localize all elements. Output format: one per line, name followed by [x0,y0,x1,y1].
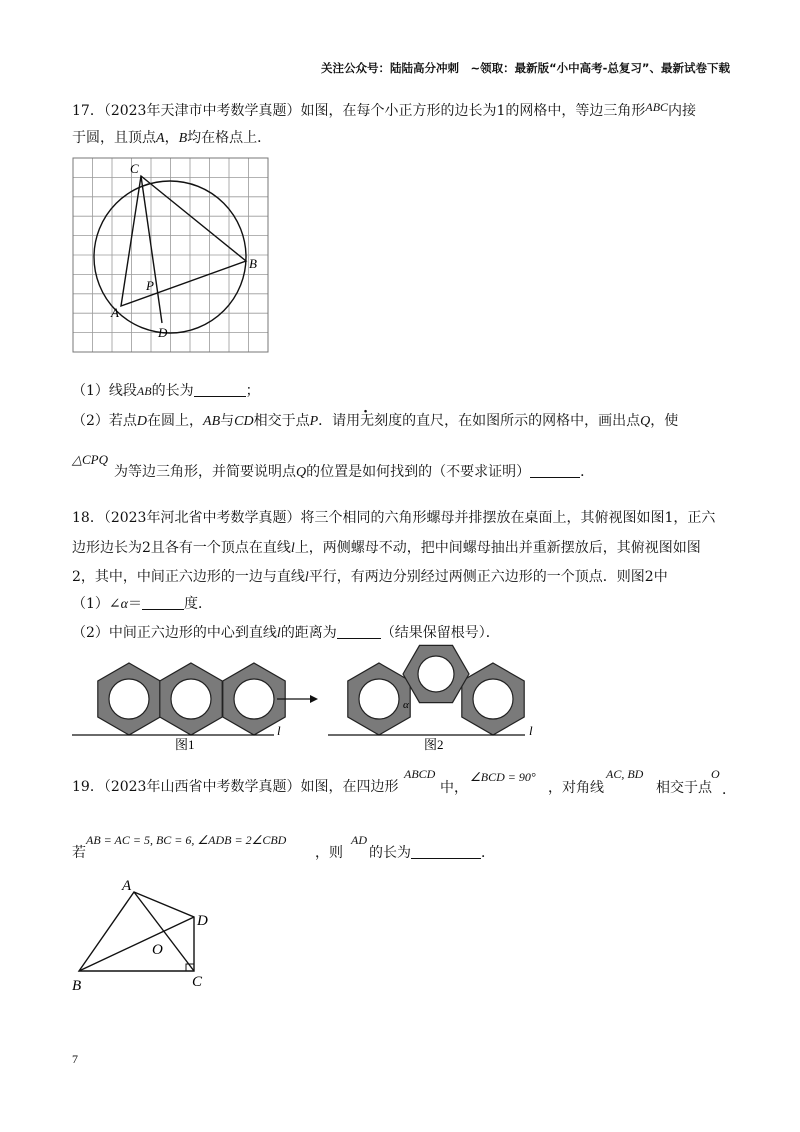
q18-text-3b: 平行，有两边分别经过两侧正六边形的一个顶点．则图2中 [308,569,668,585]
q19-text-3: ，对角线 [548,780,604,796]
q19-l2-d: ． [481,845,495,861]
page-header: 关注公众号：陆陆高分冲刺 ~领取：最新版“小中高考-总复习”、最新试卷下载 [320,61,730,75]
q18-p2-b: 的距离为 [280,625,337,641]
q17-text-2a: 于圆，且顶点 [72,130,156,146]
q17-number: 17． [72,103,104,119]
q18-alpha-label: α [403,699,409,711]
q17-line-1 [72,97,696,121]
q19-text-5: ． [722,782,736,798]
q17-label-c: C [130,161,139,176]
q18-fig1-caption: 图1 [175,737,195,752]
q19-line-2 [72,842,86,862]
q18-text-2a: 边形边长为2且各有一个顶点在直线 [72,540,291,556]
q18-answer-blank-1[interactable] [142,595,184,610]
q19-condition: AB = AC = 5, BC = 6, ∠ADB = 2∠CBD [86,833,287,847]
q19-ad: AD [351,833,367,847]
q17-p2-cd: CD [234,414,254,429]
q17-p2-b: 在圆上， [147,413,204,429]
q18-figures [60,640,540,755]
q19-abcd: ABCD [404,767,436,781]
q17-p2-a: （2）若点 [72,413,137,429]
q17-line-2 [72,128,271,149]
q18-answer-blank-2[interactable] [337,624,381,639]
q17-cpq: △CPQ [72,452,108,467]
q17-answer-blank-1[interactable] [194,382,246,397]
q18-line-3 [72,567,668,588]
q19-line-2-end [369,842,495,862]
q18-part-1 [72,594,212,615]
q19-l2-b: ，则 [315,845,343,861]
q17-text-2b: ， [164,130,179,146]
q18-text-1: 将三个相同的六角形螺母并排摆放在桌面上，其俯视图如图1，正六 [300,510,716,526]
q17-answer-blank-2[interactable] [530,463,580,478]
q17-p2-d: D [136,414,148,429]
q17-label-b: B [249,256,257,271]
q17-part-2 [72,411,678,432]
q19-diagonal-bd [79,917,194,971]
q17-part-1 [72,381,260,401]
q18-number: 18． [72,510,104,526]
q17-p2-h: ，使 [650,413,679,429]
q17-label-p: P [146,278,154,293]
q18-fig2-caption: 图2 [424,737,444,752]
q17-text-b: 内接 [668,103,697,119]
q19-label-d: D [197,913,208,929]
q17-p3-c: ． [580,464,595,480]
q18-line-2 [72,538,701,559]
q17-p2-e: 相交于点 [253,413,310,429]
q19-text-2: 中， [440,780,468,796]
q19-label-o: O [152,942,163,958]
q17-p3-a: 为等边三角形，并简要说明点 [114,464,296,480]
q18-figure-1 [72,663,285,735]
q17-p2-ab: AB [203,414,221,429]
q17-p1-text-b: 的长为 [151,383,194,399]
q19-number: 19． [72,779,104,795]
q19-quadrilateral [79,892,194,971]
q18-alpha: α [120,597,128,612]
q17-p2-g: 的直尺，在如图所示的网格中，画出点 [402,413,641,429]
q17-a: A [156,131,165,146]
q18-p1-a: （1）∠ [72,596,121,612]
q19-angle: ∠BCD = 90° [470,770,536,784]
q19-source: （2023年山西省中考数学真题） [103,779,301,795]
q17-p2-p: P [309,414,319,429]
q18-l2: l [304,570,309,585]
q17-p3-b: 的位置是如何找到的（不要求证明） [306,464,531,480]
q17-p1-text: （1）线段 [72,383,137,399]
q19-answer-blank[interactable] [411,844,481,859]
q19-o: O [711,767,720,781]
q17-abc: ABC [645,100,669,114]
q17-segment-cd [141,176,162,323]
q17-p1-end: ； [245,383,260,399]
q18-l1: l [290,541,295,556]
q18-figure-2 [328,645,525,735]
q18-text-2b: 上，两侧螺母不动，把中间螺母抽出并重新摆放后，其俯视图如图 [294,540,701,556]
q17-p1-ab: AB [136,384,152,398]
q17-p2-emphasis: 无刻度 [360,413,403,429]
q17-text: 如图，在每个小正方形的边长为1的网格中，等边三角形 [300,103,646,119]
q18-fig2-l-label: l [529,723,533,738]
q17-b: B [178,131,188,146]
q18-source: （2023年河北省中考数学真题） [103,510,301,526]
q18-fig1-l-label: l [277,723,281,738]
q18-p2-a: （2）中间正六边形的中心到直线 [72,625,277,641]
q18-p1-b: ＝ [128,596,142,612]
q19-l2-a: 若 [72,845,86,861]
q17-cpq-label [72,450,108,470]
q19-text-1: 如图，在四边形 [300,779,399,795]
q19-text-4: 相交于点 [656,780,712,796]
q18-line-1 [72,508,715,528]
q17-text-2c: 均在格点上． [187,130,272,146]
q19-acbd: AC, BD [606,767,644,781]
q19-label-a: A [122,878,132,894]
q17-p2-c: 与 [220,413,235,429]
q17-p2-f: ．请用 [318,413,361,429]
q17-figure [72,157,272,357]
q17-triangle-abc [121,176,246,306]
q17-label-a: A [111,305,119,320]
q19-figure [70,874,220,999]
q19-label-b: B [72,978,82,994]
q18-p1-c: 度． [184,596,212,612]
q17-p3-q: Q [296,465,307,480]
q17-label-d: D [158,325,168,340]
q19-line-1 [72,777,398,797]
q18-p2-c: （结果保留根号）． [380,625,500,641]
q19-label-c: C [192,974,203,990]
q19-l2-c: 的长为 [369,845,411,861]
page-number: 7 [72,1052,78,1066]
q17-p2-q: Q [640,414,651,429]
q18-text-3a: 2，其中，中间正六边形的一边与直线 [72,569,305,585]
q17-source: （2023年天津市中考数学真题） [103,103,301,119]
q18-l3: l [276,626,281,641]
q17-part-3 [114,462,594,483]
